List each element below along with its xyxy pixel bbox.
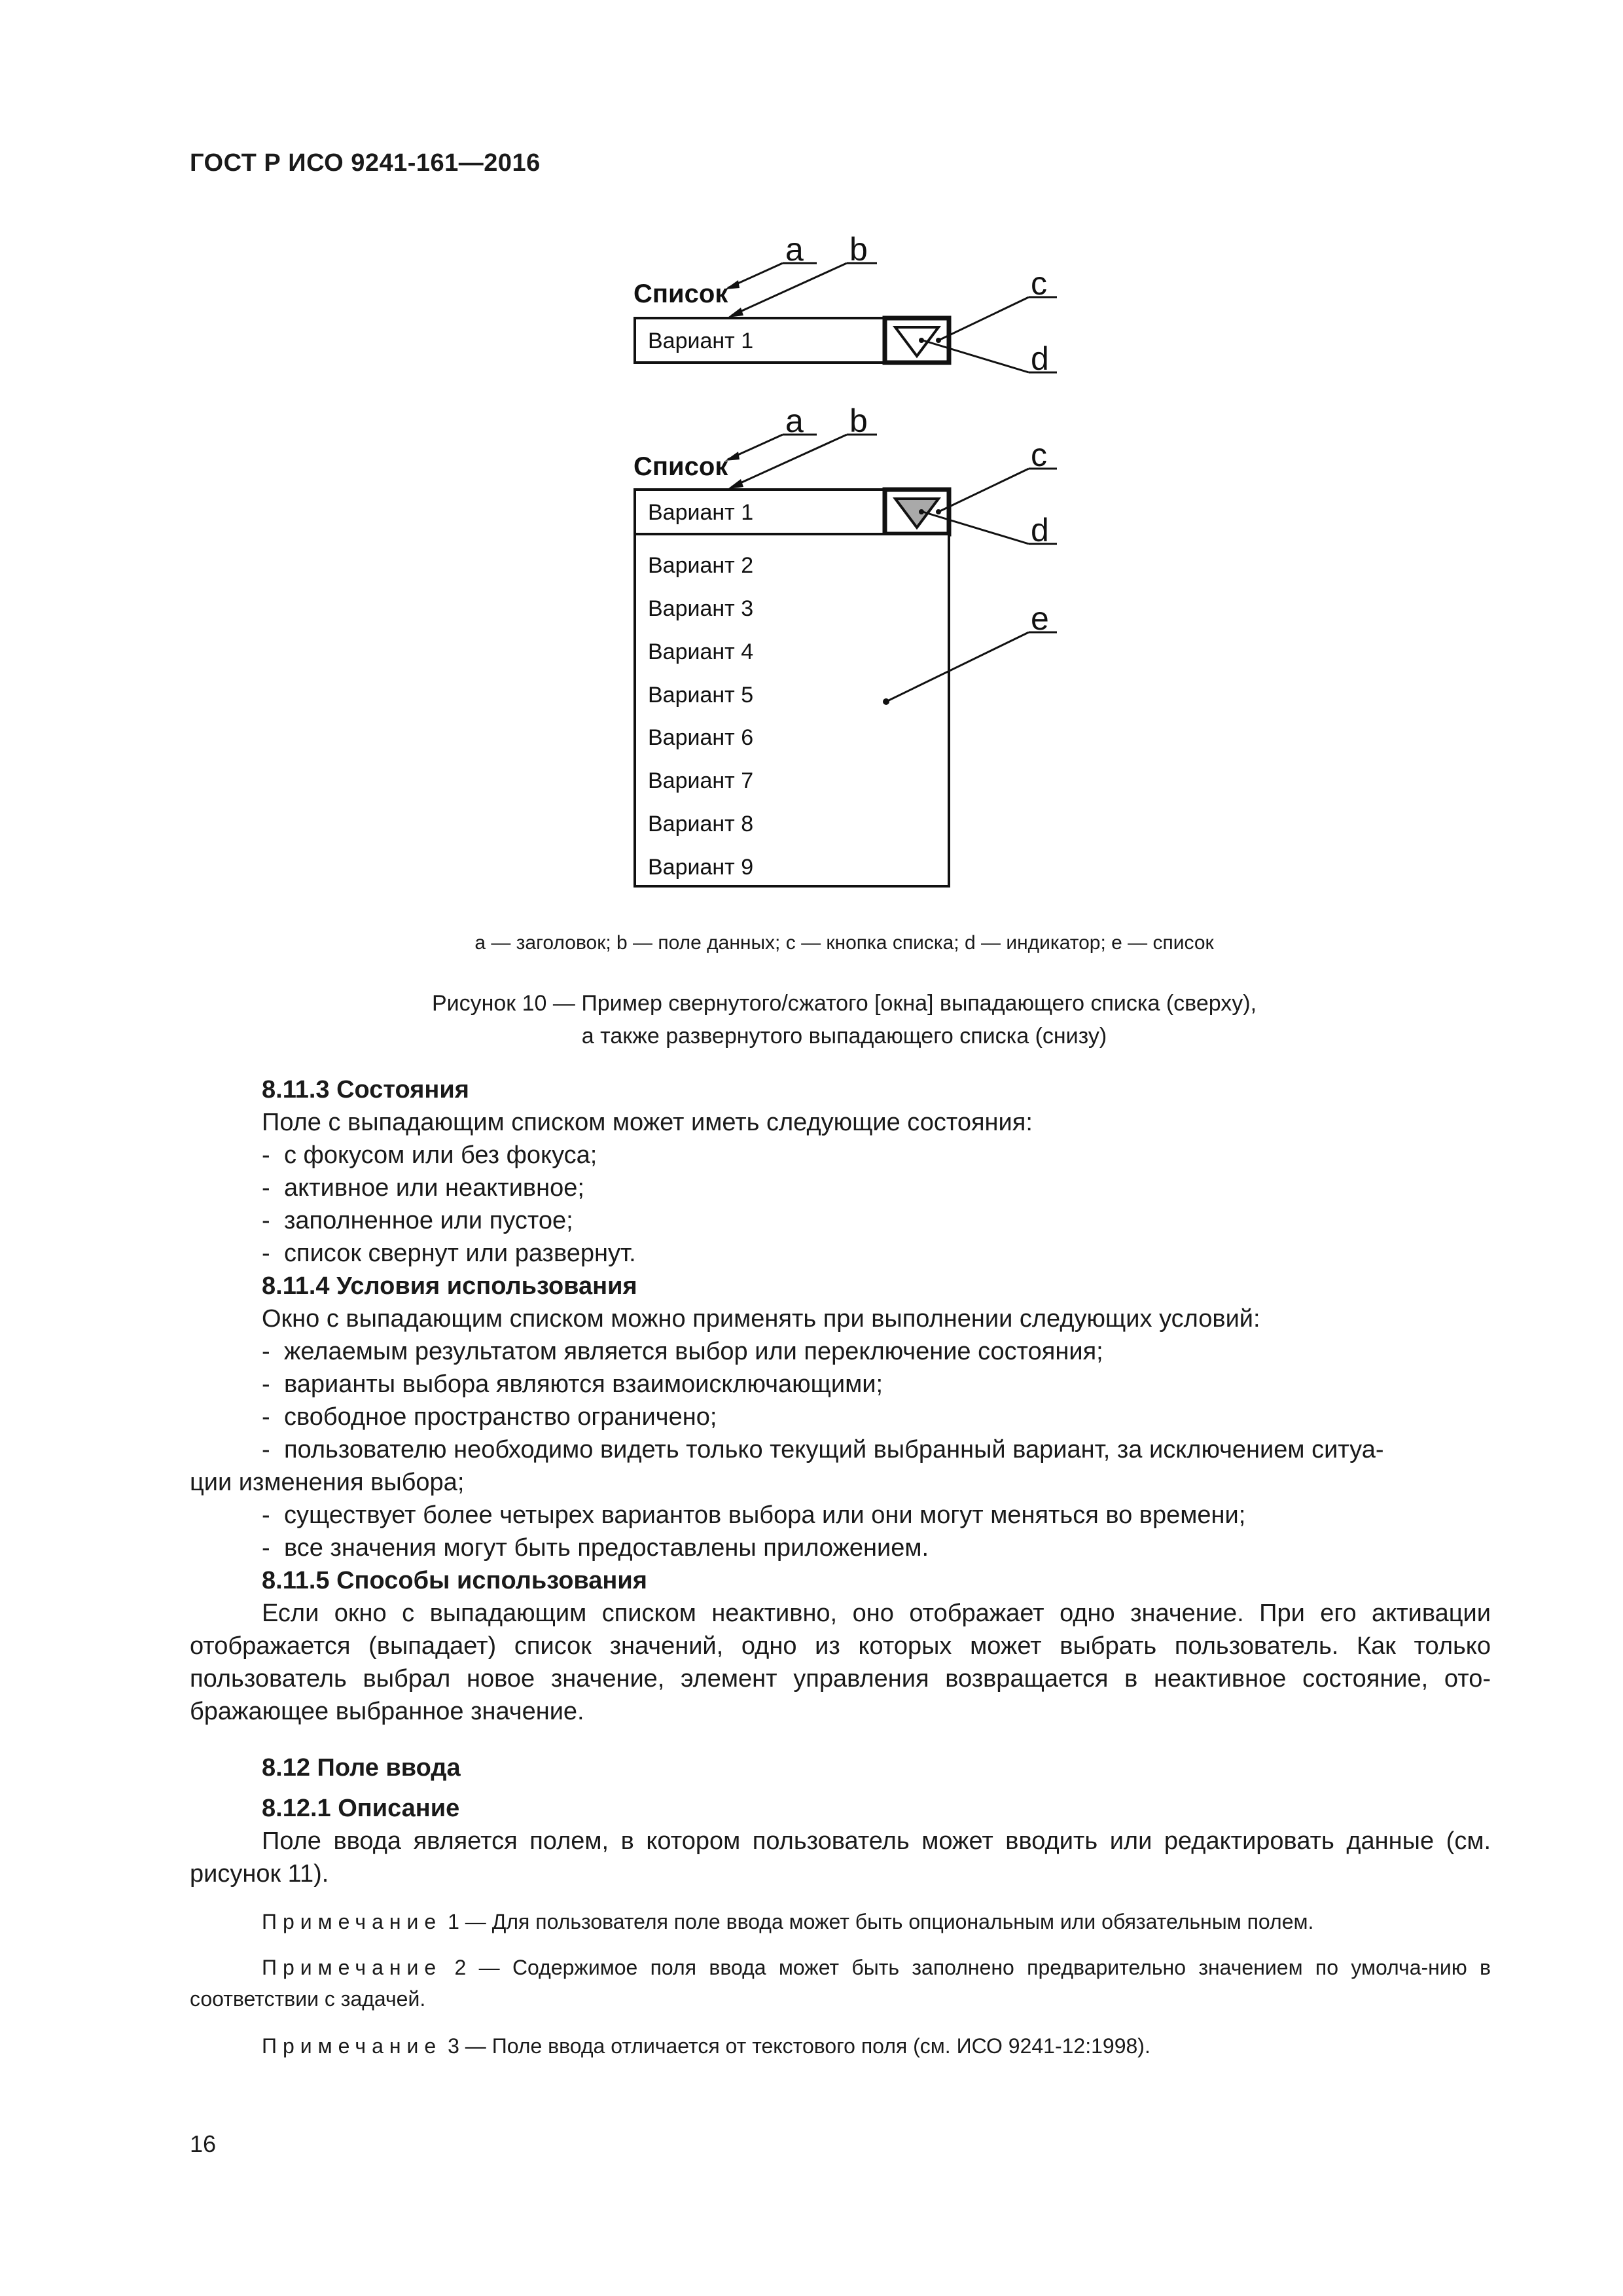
figure-legend: a — заголовок; b — поле данных; c — кнопка списка; d — индикатор; e — список [474, 932, 1214, 954]
callout-a-top: a [785, 231, 804, 268]
note-3: Примечание 3 — Поле ввода отличается от текстового поля (см. ИСО 9241-12:1998). [262, 2034, 1150, 2058]
body-text [190, 1073, 1491, 2062]
list-item: - свободное пространство ограничено; [262, 1403, 717, 1431]
caption-line-2: а также развернутого выпадающего списка (снизу) [581, 1024, 1107, 1049]
callout-d-bottom: d [1031, 512, 1049, 548]
list-item: - варианты выбора являются взаимоисключающими; [262, 1371, 883, 1398]
list-item: - все значения могут быть предоставлены приложением. [262, 1534, 929, 1562]
note-1: Примечание 1 — Для пользователя поле ввода может быть опциональным или обязательным полем. [262, 1910, 1314, 1933]
value-bottom: Вариант 1 [648, 500, 754, 525]
value-top: Вариант 1 [648, 329, 754, 353]
list-item: - с фокусом или без фокуса; [262, 1141, 597, 1169]
page-number: 16 [190, 2130, 217, 2157]
callout-b-top: b [849, 231, 868, 268]
option-4: Вариант 4 [648, 639, 754, 664]
document-header: ГОСТ Р ИСО 9241-161—2016 [190, 149, 541, 177]
option-7: Вариант 7 [648, 768, 754, 793]
list-item: - список свернут или развернут. [262, 1240, 636, 1267]
option-6: Вариант 6 [648, 725, 754, 750]
option-8: Вариант 8 [648, 812, 754, 836]
figure-caption [0, 987, 1623, 1052]
section-title-8-11-3: 8.11.3 Состояния [262, 1076, 469, 1103]
note-2: Примечание 2 — Содержимое поля ввода может быть заполнено предварительно значением по умолча-нию в соответствии с задачей. [190, 1956, 1491, 2011]
callout-a-bottom: a [785, 403, 804, 439]
paragraph: Поле с выпадающим списком может иметь следующие состояния: [262, 1109, 1033, 1136]
section-title-8-12-1: 8.12.1 Описание [262, 1795, 460, 1822]
option-5: Вариант 5 [648, 683, 754, 708]
list-item: - существует более четырех вариантов выбора или они могут меняться во времени; [262, 1501, 1246, 1529]
section-title-8-12: 8.12 Поле ввода [262, 1754, 461, 1782]
paragraph: Если окно с выпадающим списком неактивно, оно отображает одно значение. При его активации отображается (выпадает) список значений, одно из которых может выбрать пользователь. Как только пользователь выбрал новое значение, элемент управления возвращается в неактивное состояние, ото-бражающее выбранное значение. [190, 1600, 1491, 1725]
paragraph: Окно с выпадающим списком можно применять при выполнении следующих условий: [262, 1305, 1260, 1333]
callout-c-top: c [1031, 265, 1047, 302]
section-title-8-11-5: 8.11.5 Способы использования [262, 1567, 647, 1594]
callout-b-bottom: b [849, 403, 868, 439]
option-9: Вариант 9 [648, 855, 754, 880]
list-item: - желаемым результатом является выбор или переключение состояния; [262, 1338, 1103, 1365]
section-title-8-11-4: 8.11.4 Условия использования [262, 1272, 637, 1300]
list-title-top: Список [633, 279, 728, 308]
figure-10-dropdown-diagram [0, 0, 1623, 916]
list-item: - активное или неактивное; [262, 1174, 584, 1202]
option-2: Вариант 2 [648, 553, 754, 578]
list-item-continuation: ции изменения выбора; [190, 1469, 465, 1496]
caption-line-1: Рисунок 10 — Пример свернутого/сжатого [окна] выпадающего списка (сверху), [431, 991, 1257, 1016]
callout-e-bottom: e [1031, 600, 1049, 637]
list-item: - заполненное или пустое; [262, 1207, 573, 1234]
list-item: - пользователю необходимо видеть только текущий выбранный вариант, за исключением ситуа- [262, 1436, 1384, 1463]
paragraph: Поле ввода является полем, в котором пользователь может вводить или редактировать данные (см. рисунок 11). [190, 1827, 1491, 1888]
callout-d-top: d [1031, 340, 1049, 377]
option-3: Вариант 3 [648, 596, 754, 621]
list-title-bottom: Список [633, 452, 728, 481]
callout-c-bottom: c [1031, 437, 1047, 473]
